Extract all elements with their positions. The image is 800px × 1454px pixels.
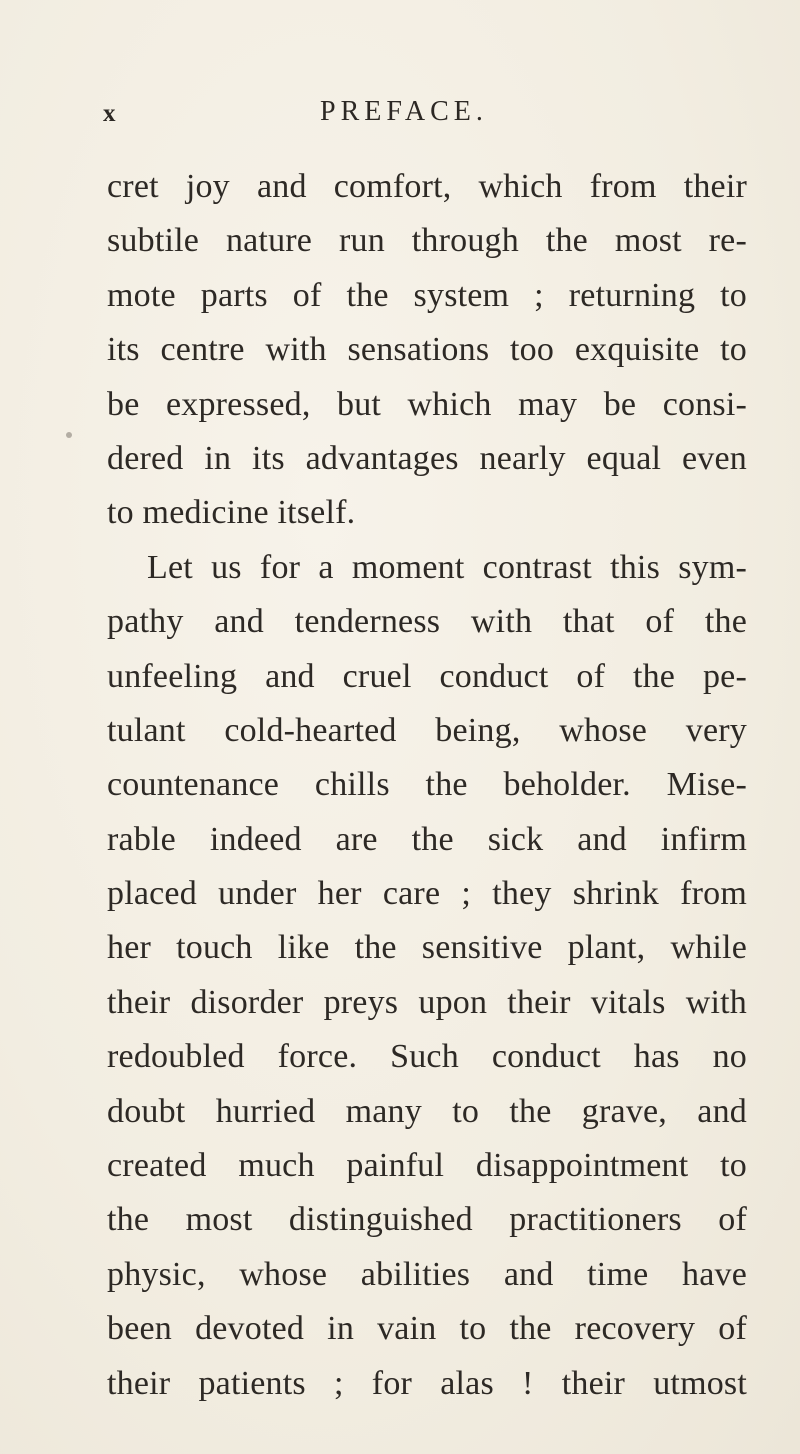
text-line: pathy and tenderness with that of the [107, 603, 747, 641]
text-line: redoubled force. Such conduct has no [107, 1038, 747, 1076]
body-text [107, 160, 747, 1411]
text-line: subtile nature run through the most re- [107, 222, 747, 260]
text-line: rable indeed are the sick and infirm [107, 820, 747, 858]
text-line: unfeeling and cruel conduct of the pe- [107, 657, 747, 695]
text-line: created much painful disappointment to [107, 1147, 747, 1185]
text-line: her touch like the sensitive plant, while [107, 929, 747, 967]
text-line: its centre with sensations too exquisite to [107, 331, 747, 369]
text-line: physic, whose abilities and time have [107, 1255, 747, 1293]
text-line: their disorder preys upon their vitals with [107, 983, 747, 1021]
running-head-title: PREFACE. [320, 96, 488, 127]
text-line: tulant cold-hearted being, whose very [107, 711, 747, 749]
paragraph-first-line: Let us for a moment contrast this sym- [147, 548, 747, 586]
paper-speck [66, 432, 72, 438]
text-line: been devoted in vain to the recovery of [107, 1310, 747, 1348]
text-line: to medicine itself. [107, 494, 356, 532]
text-line: their patients ; for alas ! their utmost [107, 1364, 747, 1402]
text-line: countenance chills the beholder. Mise- [107, 766, 747, 804]
text-line: dered in its advantages nearly equal even [107, 439, 747, 477]
page-number: x [103, 100, 117, 127]
text-line: placed under her care ; they shrink from [107, 875, 747, 913]
text-line: cret joy and comfort, which from their [107, 168, 747, 205]
text-line: be expressed, but which may be consi- [107, 385, 747, 423]
text-line: mote parts of the system ; returning to [107, 276, 747, 314]
text-line: doubt hurried many to the grave, and [107, 1092, 747, 1130]
running-head [0, 92, 800, 142]
text-line: the most distinguished practitioners of [107, 1201, 747, 1239]
